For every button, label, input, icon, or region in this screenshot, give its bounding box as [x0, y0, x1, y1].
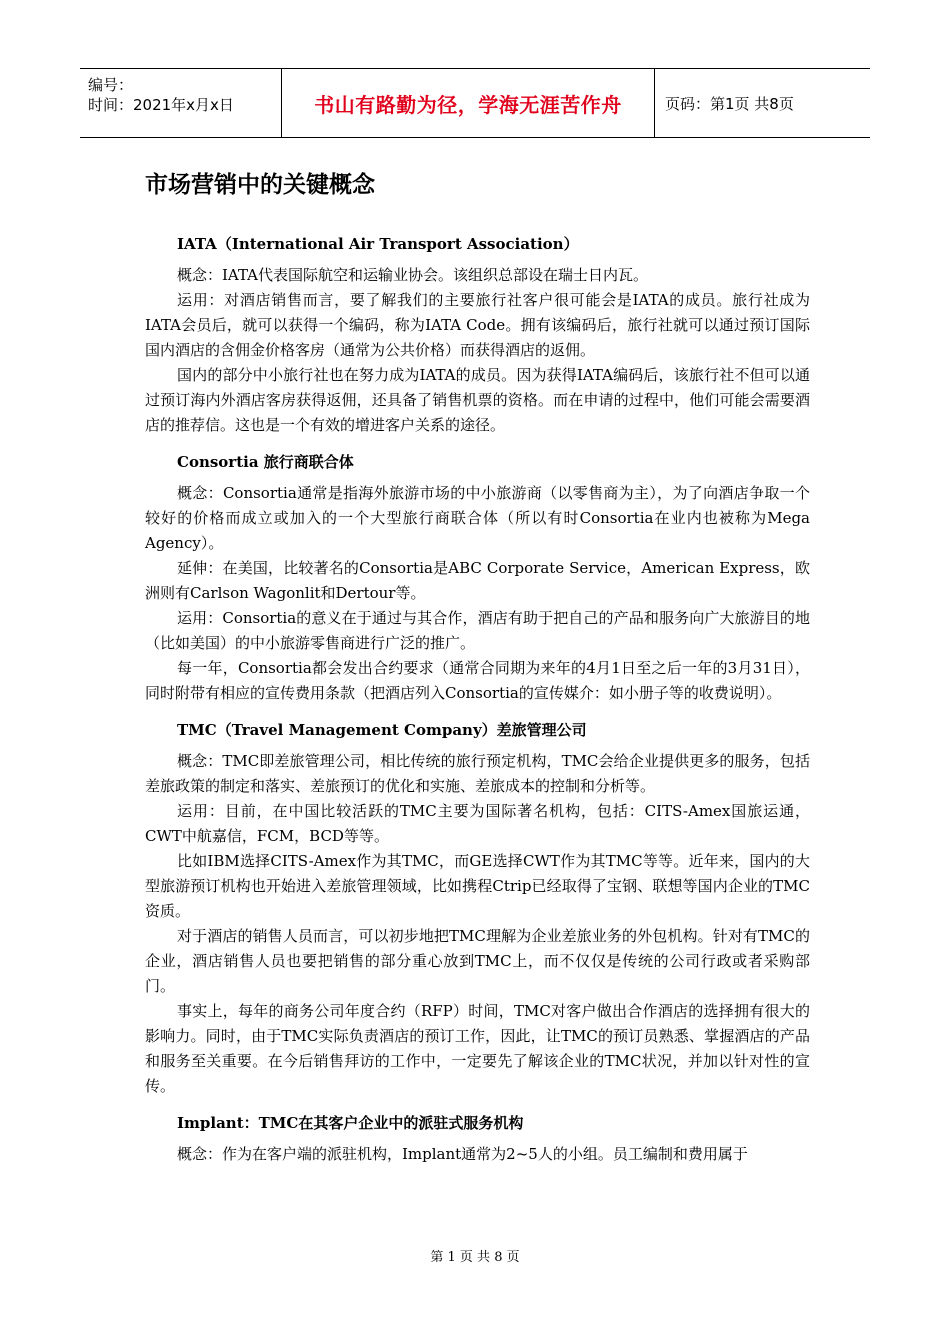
document-body — [145, 168, 810, 1179]
paragraph: 运用：Consortia的意义在于通过与其合作，酒店有助于把自己的产品和服务向广大旅游目的地（比如美国）的中小旅游零售商进行广泛的推广。 — [145, 609, 810, 652]
page-footer: 第 1 页 共 8 页 — [430, 1250, 520, 1265]
paragraph: 延伸：在美国，比较著名的Consortia是ABC Corporate Service，American Express，欧洲则有Carlson Wagonlit和Dertour等。 — [145, 559, 810, 602]
paragraph: 对于酒店的销售人员而言，可以初步地把TMC理解为企业差旅业务的外包机构。针对有TMC的企业，酒店销售人员也要把销售的部分重心放到TMC上，而不仅仅是传统的公司行政或者采购部门。 — [145, 927, 810, 995]
section-heading: TMC（Travel Management Company）差旅管理公司 — [177, 721, 587, 739]
time-label: 时间：2021年x月x日 — [88, 96, 234, 114]
header-meta — [80, 69, 282, 137]
section-iata — [145, 232, 810, 438]
paragraph: 每一年，Consortia都会发出合约要求（通常合同期为来年的4月1日至之后一年的3月31日），同时附带有相应的宣传费用条款（把酒店列入Consortia的宣传媒介：如小册子等的收费说明）。 — [145, 659, 810, 702]
paragraph: 国内的部分中小旅行社也在努力成为IATA的成员。因为获得IATA编码后，该旅行社不但可以通过预订海内外酒店客房获得返佣，还具备了销售机票的资格。而在申请的过程中，他们可能会需要酒店的推荐信。这也是一个有效的增进客户关系的途径。 — [145, 366, 810, 434]
paragraph: 概念：TMC即差旅管理公司，相比传统的旅行预定机构，TMC会给企业提供更多的服务，包括差旅政策的制定和落实、差旅预订的优化和实施、差旅成本的控制和分析等。 — [145, 752, 810, 795]
paragraph: 概念：IATA代表国际航空和运输业协会。该组织总部设在瑞士日内瓦。 — [177, 266, 648, 284]
section-consortia — [145, 450, 810, 706]
page-header — [80, 68, 870, 138]
paragraph: 运用：目前，在中国比较活跃的TMC主要为国际著名机构，包括：CITS-Amex国旅运通，CWT中航嘉信，FCM，BCD等等。 — [145, 802, 810, 845]
section-implant — [145, 1111, 810, 1167]
section-heading: Consortia 旅行商联合体 — [177, 453, 354, 471]
header-page-info: 页码：第1页 共8页 — [665, 94, 794, 113]
paragraph: 概念：Consortia通常是指海外旅游市场的中小旅游商（以零售商为主），为了向酒店争取一个较好的价格而成立或加入的一个大型旅行商联合体（所以有时Consortia在业内也被称为Mega Agency）。 — [145, 484, 810, 552]
paragraph: 事实上，每年的商务公司年度合约（RFP）时间，TMC对客户做出合作酒店的选择拥有很大的影响力。同时，由于TMC实际负责酒店的预订工作，因此，让TMC的预订员熟悉、掌握酒店的产品和服务至关重要。在今后销售拜访的工作中，一定要先了解该企业的TMC状况，并加以针对性的宣传。 — [145, 1002, 810, 1095]
section-heading: Implant：TMC在其客户企业中的派驻式服务机构 — [177, 1114, 524, 1132]
header-motto: 书山有路勤为径，学海无涯苦作舟 — [282, 69, 655, 137]
section-heading: IATA（International Air Transport Association） — [177, 235, 579, 253]
paragraph: 运用：对酒店销售而言，要了解我们的主要旅行社客户很可能会是IATA的成员。旅行社成为IATA会员后，就可以获得一个编码，称为IATA Code。拥有该编码后，旅行社就可以通过预订国际国内酒店的含佣金价格客房（通常为公共价格）而获得酒店的返佣。 — [145, 291, 810, 359]
paragraph: 比如IBM选择CITS-Amex作为其TMC，而GE选择CWT作为其TMC等等。近年来，国内的大型旅游预订机构也开始进入差旅管理领域，比如携程Ctrip已经取得了宝钢、联想等国内企业的TMC资质。 — [145, 852, 810, 920]
page-title: 市场营销中的关键概念 — [145, 172, 375, 198]
section-tmc — [145, 718, 810, 1099]
paragraph: 概念：作为在客户端的派驻机构，Implant通常为2~5人的小组。员工编制和费用属于 — [177, 1145, 748, 1163]
serial-label: 编号： — [88, 76, 134, 94]
